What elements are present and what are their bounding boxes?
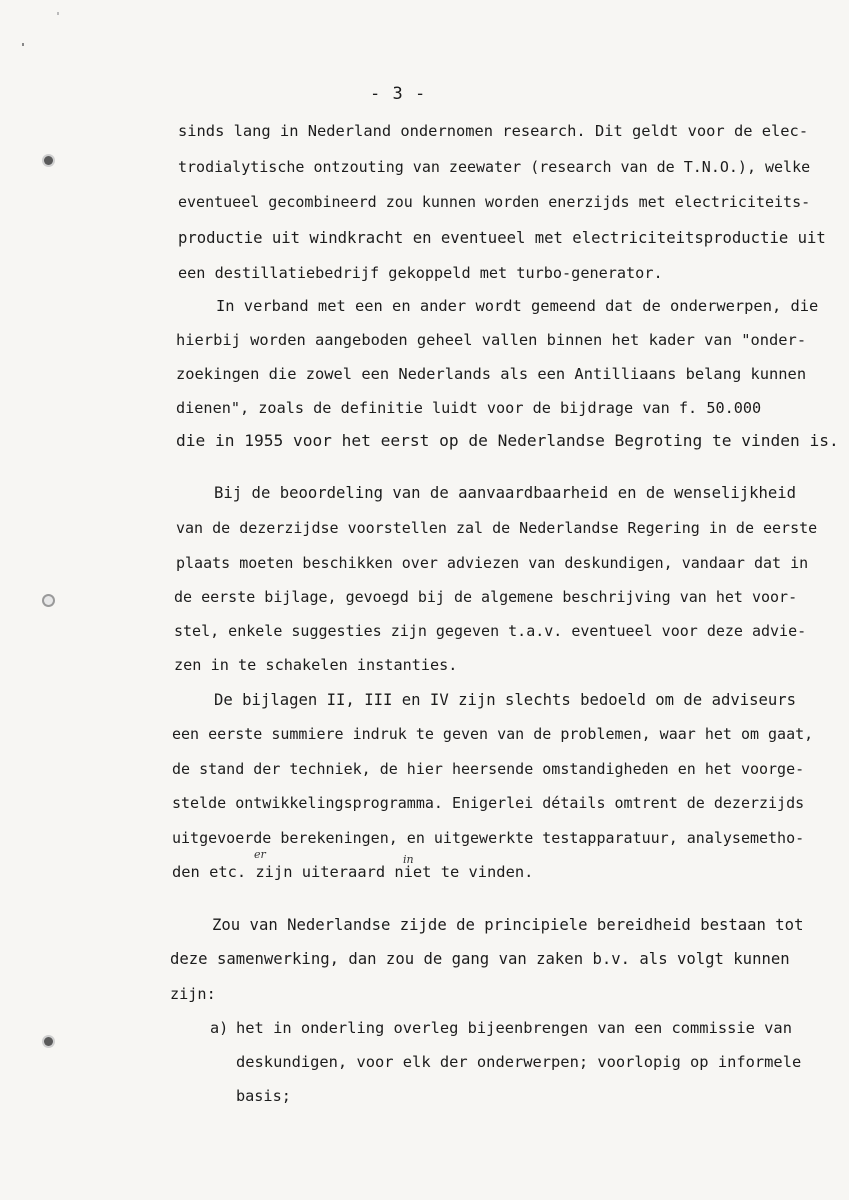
text-line: stel, enkele suggesties zijn gegeven t.a.v. eventueel voor deze advie- xyxy=(174,622,807,640)
text-line: basis; xyxy=(236,1087,291,1105)
page-number: - 3 - xyxy=(370,84,427,104)
text-line: zen in te schakelen instanties. xyxy=(174,656,458,674)
text-line: den etc. zijn uiteraard niet te vinden. xyxy=(172,863,534,881)
text-line: die in 1955 voor het eerst op de Nederlandse Begroting te vinden is. xyxy=(176,431,839,450)
text-line: deze samenwerking, dan zou de gang van zaken b.v. als volgt kunnen xyxy=(170,950,790,968)
text-line: de stand der techniek, de hier heersende omstandigheden en het voorge- xyxy=(172,760,805,778)
text-line: deskundigen, voor elk der onderwerpen; voorlopig op informele xyxy=(236,1053,802,1071)
paper-speck xyxy=(22,43,24,46)
text-line: uitgevoerde berekeningen, en uitgewerkte testapparatuur, analysemetho- xyxy=(172,829,805,847)
text-line: In verband met een en ander wordt gemeend dat de onderwerpen, die xyxy=(216,297,819,315)
text-line: een eerste summiere indruk te geven van de problemen, waar het om gaat, xyxy=(172,725,814,743)
text-line: productie uit windkracht en eventueel met electriciteitsproductie uit xyxy=(178,229,826,247)
text-line: het in onderling overleg bijeenbrengen van een commissie van xyxy=(236,1019,792,1037)
handwritten-correction: in xyxy=(403,853,414,866)
text-line: plaats moeten beschikken over adviezen van deskundigen, vandaar dat in xyxy=(176,554,809,572)
punch-hole-middle xyxy=(44,596,53,605)
text-line: dienen", zoals de definitie luidt voor de bijdrage van f. 50.000 xyxy=(176,399,762,417)
text-line: eventueel gecombineerd zou kunnen worden enerzijds met electriciteits- xyxy=(178,193,811,211)
punch-hole-top xyxy=(44,156,53,165)
text-line: zoekingen die zowel een Nederlands als een Antilliaans belang kunnen xyxy=(176,365,807,383)
punch-hole-bottom xyxy=(44,1037,53,1046)
text-line: een destillatiebedrijf gekoppeld met turbo-generator. xyxy=(178,264,663,282)
text-line: sinds lang in Nederland ondernomen research. Dit geldt voor de elec- xyxy=(178,122,809,140)
text-line: de eerste bijlage, gevoegd bij de algemene beschrijving van het voor- xyxy=(174,588,798,606)
text-line: stelde ontwikkelingsprogramma. Enigerlei détails omtrent de dezerzijds xyxy=(172,794,805,812)
handwritten-correction: er xyxy=(254,848,266,861)
list-marker: a) xyxy=(210,1019,229,1037)
text-line: Bij de beoordeling van de aanvaardbaarheid en de wenselijkheid xyxy=(214,484,797,502)
text-line: Zou van Nederlandse zijde de principiele bereidheid bestaan tot xyxy=(212,916,804,934)
text-line: trodialytische ontzouting van zeewater (research van de T.N.O.), welke xyxy=(178,158,811,176)
text-line: De bijlagen II, III en IV zijn slechts bedoeld om de adviseurs xyxy=(214,691,797,709)
text-line: zijn: xyxy=(170,985,216,1003)
text-line: hierbij worden aangeboden geheel vallen binnen het kader van "onder- xyxy=(176,331,807,349)
paper-speck xyxy=(57,12,59,15)
text-line: van de dezerzijdse voorstellen zal de Nederlandse Regering in de eerste xyxy=(176,519,818,537)
